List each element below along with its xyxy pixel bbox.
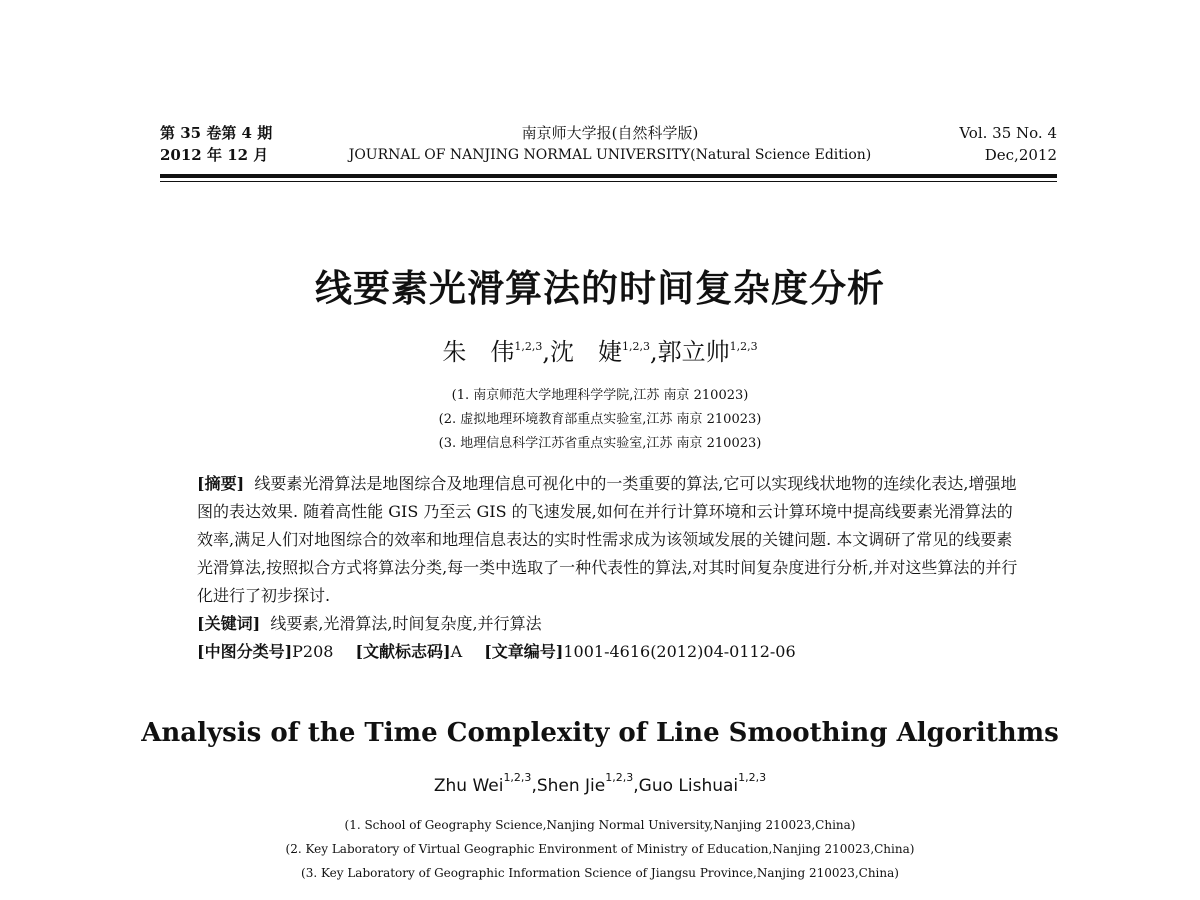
- abstract-text: 线要素光滑算法是地图综合及地理信息可视化中的一类重要的算法,它可以实现线状地物的连续化表达,增强地图的表达效果. 随着高性能 GIS 乃至云 GIS 的飞速发展,如何在并行计算环境和云计算环境中提高线要素光滑算法的效率,满足人们对地图综合的效率和地理信息表达的实时性需求成为该领域发展的关键问题. 本文调研了常见的线要素光滑算法,按照拟合方式将算法分类,每一类中选取了一种代表性的算法,对其时间复杂度进行分析,并对这些算法的并行化进行了初步探讨.: [197, 474, 1018, 605]
- affiliation-line: (1. School of Geography Science,Nanjing Normal University,Nanjing 210023,China): [344, 818, 856, 832]
- affiliations-en: [0, 813, 1200, 885]
- author-affiliation-marker: 1,2,3: [514, 340, 543, 353]
- header-left: [160, 122, 272, 166]
- keywords-line: [197, 610, 1027, 638]
- affiliation-line: (2. Key Laboratory of Virtual Geographic Environment of Ministry of Education,Nanjing 210023,China): [285, 842, 915, 856]
- author-name: ,郭立帅: [650, 338, 730, 366]
- paper-title-cn: 线要素光滑算法的时间复杂度分析: [315, 267, 885, 310]
- date-cn: 2012 年 12 月: [160, 146, 269, 164]
- affiliation-line: (1. 南京师范大学地理科学学院,江苏 南京 210023): [451, 388, 749, 403]
- clc-value: P208: [292, 642, 334, 661]
- affiliation-line: (3. 地理信息科学江苏省重点实验室,江苏 南京 210023): [438, 436, 762, 451]
- author-affiliation-marker: 1,2,3: [503, 771, 532, 784]
- author-name: ,Shen Jie: [531, 776, 606, 796]
- doc-code-label: [文献标志码]: [355, 642, 451, 661]
- keywords-label: [关键词]: [197, 614, 261, 633]
- journal-name-en: JOURNAL OF NANJING NORMAL UNIVERSITY(Natural Science Edition): [348, 147, 872, 163]
- volume-issue-en: Vol. 35 No. 4: [959, 124, 1057, 142]
- author-affiliation-marker: 1,2,3: [729, 340, 758, 353]
- abstract-label: [摘要]: [197, 474, 245, 493]
- author-list-en: [0, 771, 1200, 796]
- affiliations-cn: [0, 384, 1200, 456]
- date-en: Dec,2012: [984, 146, 1057, 164]
- author-name: 朱 伟: [442, 338, 515, 366]
- running-header: [160, 122, 1057, 170]
- author-affiliation-marker: 1,2,3: [622, 340, 650, 353]
- affiliation-line: (3. Key Laboratory of Geographic Information Science of Jiangsu Province,Nanjing 210023,China): [301, 866, 899, 880]
- author-affiliation-marker: 1,2,3: [738, 771, 767, 784]
- article-number-value: 1001-4616(2012)04-0112-06: [563, 642, 796, 661]
- volume-issue-cn: 第 35 卷第 4 期: [160, 124, 273, 142]
- affiliation-line: (2. 虚拟地理环境教育部重点实验室,江苏 南京 210023): [438, 412, 762, 427]
- abstract-paragraph: [197, 470, 1027, 610]
- classification-line: [197, 638, 1027, 666]
- journal-name-cn: 南京师大学报(自然科学版): [521, 124, 699, 142]
- abstract-block: [197, 470, 1027, 666]
- header-center: [345, 122, 875, 166]
- author-list-cn: [0, 332, 1200, 367]
- author-affiliation-marker: 1,2,3: [605, 771, 634, 784]
- doc-code-value: A: [450, 642, 463, 661]
- author-name: ,Guo Lishuai: [633, 776, 739, 796]
- header-right: [959, 122, 1057, 166]
- header-rule-thin: [160, 181, 1057, 182]
- article-number-label: [文章编号]: [484, 642, 564, 661]
- author-name: Zhu Wei: [433, 776, 504, 796]
- paper-title-en: Analysis of the Time Complexity of Line Smoothing Algorithms: [141, 718, 1059, 748]
- header-rule-thick: [160, 174, 1057, 178]
- keywords-text: 线要素,光滑算法,时间复杂度,并行算法: [270, 614, 542, 633]
- author-name: ,沈 婕: [542, 338, 622, 366]
- clc-label: [中图分类号]: [197, 642, 293, 661]
